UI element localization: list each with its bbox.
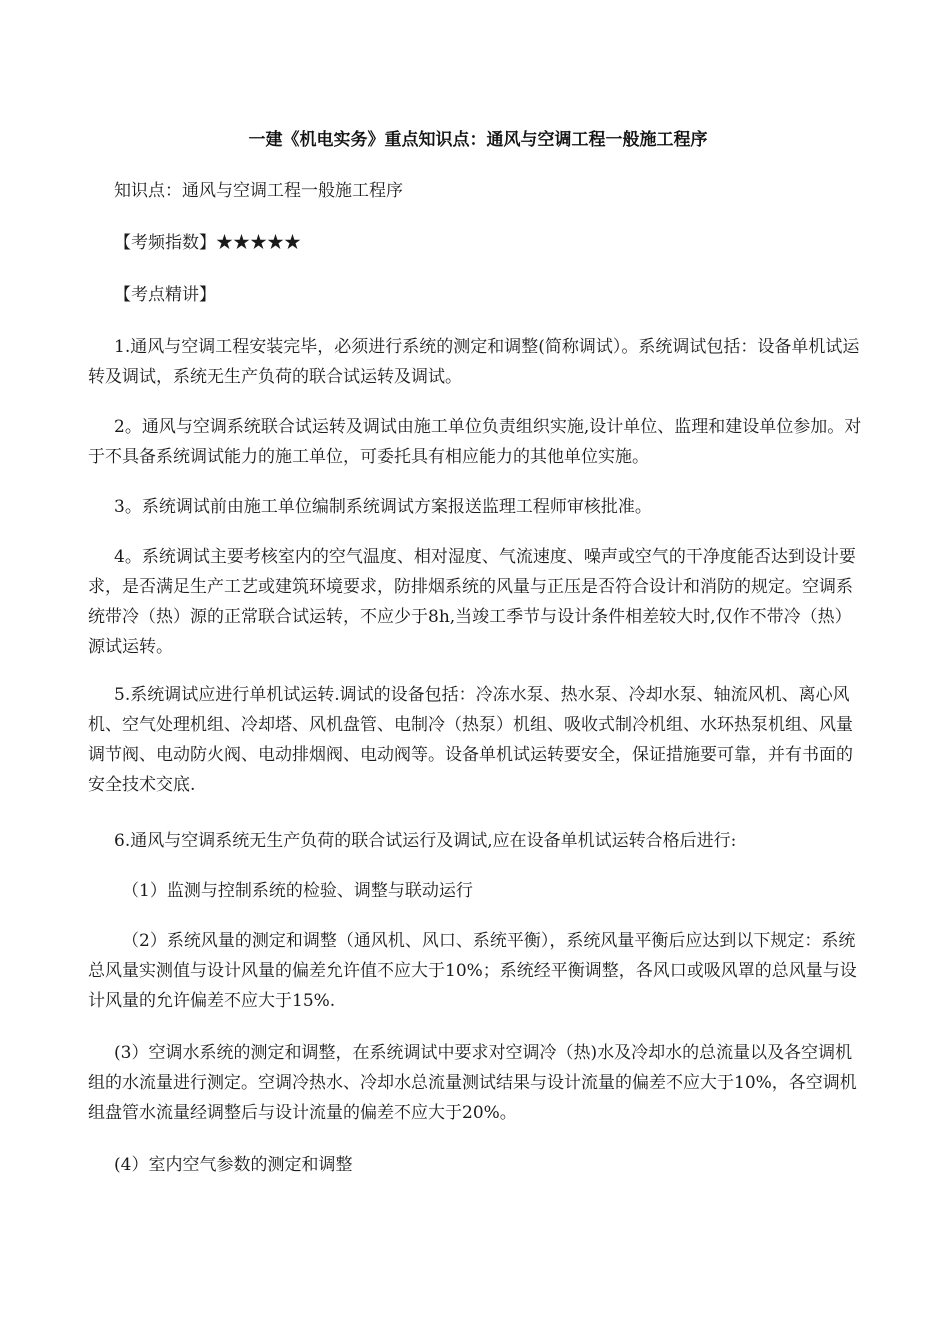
paragraph-4: 4。系统调试主要考核室内的空气温度、相对湿度、气流速度、噪声或空气的干净度能否达到设计要求，是否满足生产工艺或建筑环境要求，防排烟系统的风量与正压是否符合设计和消防的规定。空调系统带冷（热）源的正常联合试运转，不应少于8h,当竣工季节与设计条件相差较大时,仅作不带冷（热）源试运转。 (88, 547, 856, 657)
paragraph-3: 3。系统调试前由施工单位编制系统调试方案报送监理工程师审核批准。 (114, 497, 652, 517)
paragraph-6-item-4: (4）室内空气参数的测定和调整 (114, 1155, 353, 1175)
paragraph-6-item-2: （2）系统风量的测定和调整（通风机、风口、系统平衡），系统风量平衡后应达到以下规定：系统总风量实测值与设计风量的偏差允许值不应大于10%；系统经平衡调整，各风口或吸风罩的总风量与设计风量的允许偏差不应大于15%. (88, 931, 857, 1011)
document-title: 一建《机电实务》重点知识点：通风与空调工程一般施工程序 (248, 130, 708, 150)
section-heading: 【考点精讲】 (114, 285, 216, 305)
topic-line: 知识点：通风与空调工程一般施工程序 (114, 181, 403, 201)
paragraph-2: 2。通风与空调系统联合试运转及调试由施工单位负责组织实施,设计单位、监理和建设单位参加。对于不具备系统调试能力的施工单位，可委托具有相应能力的其他单位实施。 (88, 417, 862, 467)
paragraph-6-item-3: (3）空调水系统的测定和调整，在系统调试中要求对空调冷（热)水及冷却水的总流量以及各空调机组的水流量进行测定。空调冷热水、冷却水总流量测试结果与设计流量的偏差不应大于10%，各空调机组盘管水流量经调整后与设计流量的偏差不应大于20%。 (88, 1043, 857, 1123)
paragraph-5: 5.系统调试应进行单机试运转.调试的设备包括：冷冻水泵、热水泵、冷却水泵、轴流风机、离心风机、空气处理机组、冷却塔、风机盘管、电制冷（热泵）机组、吸收式制冷机组、水环热泵机组、风量调节阀、电动防火阀、电动排烟阀、电动阀等。设备单机试运转要安全，保证措施要可靠，并有书面的安全技术交底. (88, 685, 853, 795)
paragraph-6-item-1: （1）监测与控制系统的检验、调整与联动运行 (122, 881, 473, 901)
frequency-line: 【考频指数】★★★★★ (114, 233, 301, 253)
paragraph-1: 1.通风与空调工程安装完毕，必须进行系统的测定和调整(简称调试）。系统调试包括：设备单机试运转及调试，系统无生产负荷的联合试运转及调试。 (88, 337, 860, 387)
paragraph-6: 6.通风与空调系统无生产负荷的联合试运行及调试,应在设备单机试运转合格后进行: (114, 831, 737, 851)
